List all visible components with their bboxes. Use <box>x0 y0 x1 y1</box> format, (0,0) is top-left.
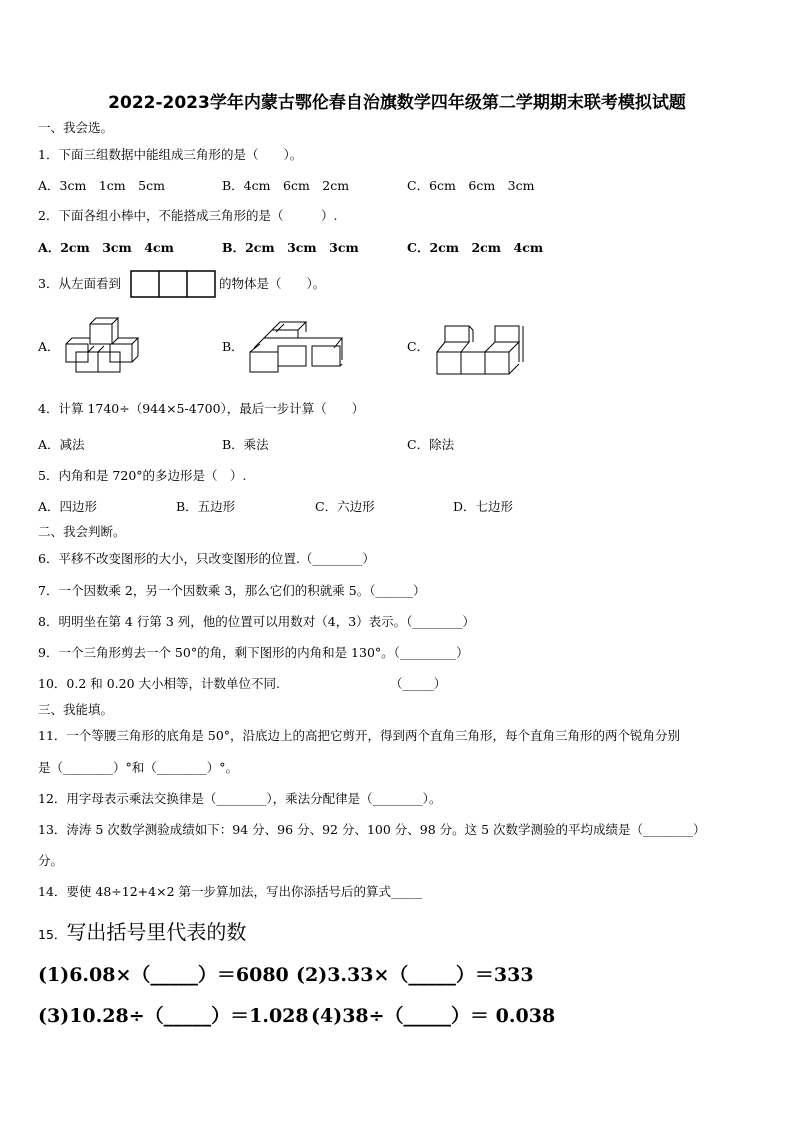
page-title: 2022-2023学年内蒙古鄂伦春自治旗数学四年级第二学期期末联考模拟试题 <box>108 93 686 113</box>
question-14: 14．要使 48÷12+4×2 第一步算加法，写出你添括号后的算式_____ <box>38 884 423 899</box>
section-1-heading: 一、我会选。 <box>38 120 114 135</box>
question-10-blank[interactable]: （_____） <box>390 676 447 691</box>
question-13-line-1: 13．涛涛 5 次数学测验成绩如下：94 分、96 分、92 分、100 分、98 分。这 5 次数学测验的平均成绩是（________） <box>38 822 706 837</box>
q3-option-b-cube-figure <box>246 318 350 374</box>
q4-option-c[interactable]: C．除法 <box>407 437 455 452</box>
q1-option-a[interactable]: A．3cm 1cm 5cm <box>38 178 165 193</box>
q4-option-b[interactable]: B．乘法 <box>222 437 269 452</box>
question-12: 12．用字母表示乘法交换律是（________），乘法分配律是（________）。 <box>38 791 442 806</box>
question-5: 5．内角和是 720°的多边形是（ ）. <box>38 468 247 483</box>
question-11-line-1: 11．一个等腰三角形的底角是 50°，沿底边上的高把它剪开，得到两个直角三角形，每个直角三角形的两个锐角分别 <box>38 728 681 743</box>
q3-option-b[interactable]: B． <box>222 339 244 354</box>
question-2: 2．下面各组小棒中，不能搭成三角形的是（ ）. <box>38 208 338 223</box>
question-15-part-1: (1)6.08×（_____）＝6080 <box>38 964 289 986</box>
q2-option-c[interactable]: C．2cm 2cm 4cm <box>407 240 544 255</box>
q5-option-b[interactable]: B．五边形 <box>176 499 236 514</box>
question-7: 7．一个因数乘 2，另一个因数乘 3，那么它们的积就乘 5。（______） <box>38 583 426 598</box>
question-1: 1．下面三组数据中能组成三角形的是（ ）。 <box>38 147 303 162</box>
question-13-line-2: 分。 <box>38 853 64 868</box>
question-4: 4．计算 1740÷（944×5-4700），最后一步计算（ ） <box>38 401 365 416</box>
question-15-heading <box>38 916 246 945</box>
question-15-part-2: (2)3.33×（_____）＝333 <box>296 964 534 986</box>
question-15-title: 写出括号里代表的数 <box>66 920 247 944</box>
q3-option-c-cube-figure <box>433 322 527 376</box>
section-2-heading: 二、我会判断。 <box>38 524 126 539</box>
q2-option-a[interactable]: A．2cm 3cm 4cm <box>38 240 174 255</box>
q3-option-c[interactable]: C． <box>407 339 430 354</box>
q3-option-a-cube-figure <box>62 314 148 376</box>
q1-option-b[interactable]: B．4cm 6cm 2cm <box>222 178 350 193</box>
q2-option-b[interactable]: B．2cm 3cm 3cm <box>222 240 359 255</box>
question-15-part-4: (4)38÷（_____）＝ 0.038 <box>311 1005 556 1027</box>
q5-option-a[interactable]: A．四边形 <box>38 499 98 514</box>
question-10: 10．0.2 和 0.20 大小相等，计数单位不同. <box>38 676 281 691</box>
question-15-number: 15． <box>38 927 67 942</box>
question-11-line-2: 是（________）°和（________）°。 <box>38 760 239 775</box>
question-9: 9．一个三角形剪去一个 50°的角，剩下图形的内角和是 130°。（_________） <box>38 645 469 660</box>
three-squares-view-figure <box>130 270 216 298</box>
question-6: 6．平移不改变图形的大小，只改变图形的位置.（________） <box>38 551 375 566</box>
q5-option-d[interactable]: D．七边形 <box>453 499 514 514</box>
question-8: 8．明明坐在第 4 行第 3 列，他的位置可以用数对（4，3）表示。（________） <box>38 614 475 629</box>
q1-option-c[interactable]: C．6cm 6cm 3cm <box>407 178 535 193</box>
question-15-part-3: (3)10.28÷（_____）＝1.028 <box>38 1005 309 1027</box>
question-3-prefix: 3．从左面看到 <box>38 276 121 291</box>
q4-option-a[interactable]: A．减法 <box>38 437 85 452</box>
q5-option-c[interactable]: C．六边形 <box>315 499 375 514</box>
question-3-suffix: 的物体是（ ）。 <box>219 276 326 291</box>
q3-option-a[interactable]: A． <box>38 339 60 354</box>
section-3-heading: 三、我能填。 <box>38 702 114 717</box>
